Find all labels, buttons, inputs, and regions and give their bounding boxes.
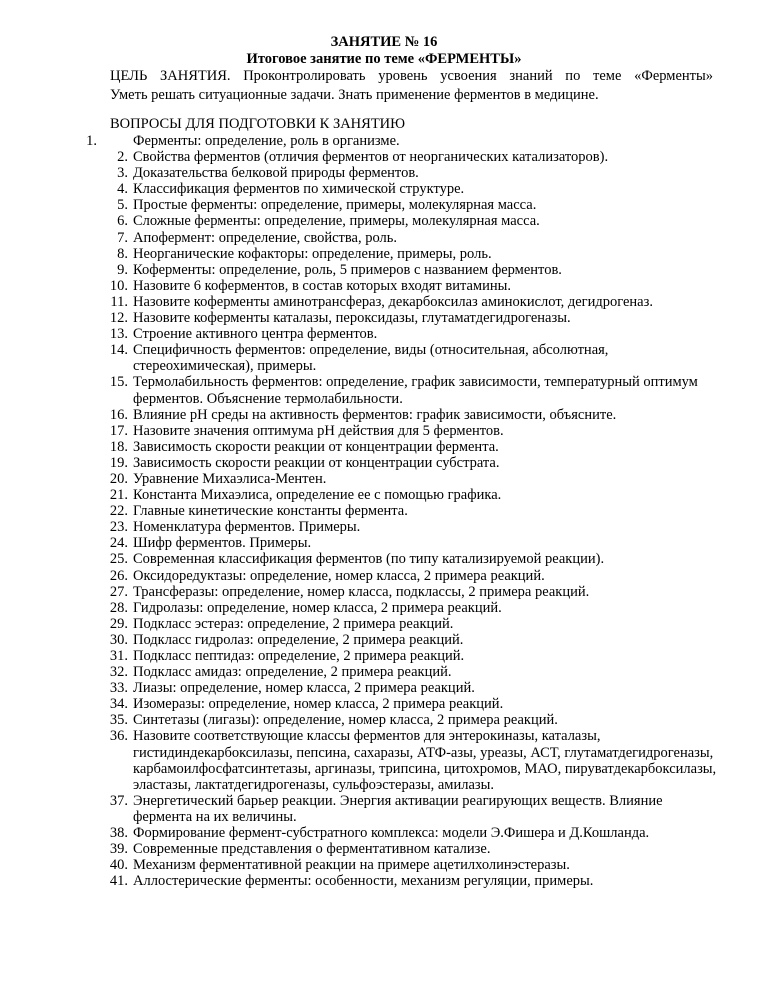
question-number: 14.: [109, 342, 128, 359]
question-item: [0, 551, 768, 567]
question-number: 34.: [109, 696, 128, 713]
question-number: 5.: [117, 197, 128, 214]
question-text: Главные кинетические константы фермента.: [133, 503, 408, 520]
question-item: [0, 584, 768, 600]
question-number: 24.: [109, 535, 128, 552]
question-text: Формирование фермент-субстратного комплекса: модели Э.Фишера и Д.Кошланда.: [133, 825, 650, 842]
question-text: Зависимость скорости реакции от концентрации субстрата.: [133, 454, 500, 471]
lesson-goal: [110, 67, 713, 106]
question-text: Термолабильность ферментов: определение, график зависимости, температурный оптимум ферментов. Объяснение термолабильности.: [133, 374, 698, 407]
question-number: 23.: [109, 519, 128, 536]
question-number: 20.: [109, 470, 128, 487]
question-item: [0, 632, 768, 648]
question-text: Неорганические кофакторы: определение, примеры, роль.: [133, 245, 492, 262]
question-text: Константа Михаэлиса, определение ее с помощью графика.: [133, 487, 502, 504]
question-number: 7.: [117, 229, 128, 246]
question-item: [0, 503, 768, 519]
question-text: Современные представления о ферментативном катализе.: [133, 841, 491, 858]
question-number: 18.: [109, 438, 128, 455]
question-item: [0, 648, 768, 664]
question-item: [0, 471, 768, 487]
question-text: Синтетазы (лигазы): определение, номер класса, 2 примера реакций.: [133, 712, 558, 729]
question-text: Ферменты: определение, роль в организме.: [133, 133, 400, 149]
question-text: Назовите соответствующие классы ферментов для энтерокиназы, каталазы, гистидиндекарбоксилазы, пепсина, сахаразы, АТФ-азы, уреазы, АСТ, глутаматдегидрогеназы, карбамоилфосфатсинтетазы, аргиназы, трипсина, цитохромов, МАО, пируватдекарбоксилазы, эластазы, лактатдегидрогеназы, сульфоэстеразы, амилазы.: [133, 728, 717, 793]
question-item: [0, 133, 768, 149]
question-text: Изомеразы: определение, номер класса, 2 примера реакций.: [133, 696, 504, 713]
question-item: [0, 825, 768, 841]
question-text: Строение активного центра ферментов.: [133, 326, 378, 343]
lesson-number-heading: ЗАНЯТИЕ № 16: [330, 34, 438, 50]
question-text: Назовите коферменты аминотрансфераз, декарбоксилаз аминокислот, дегидрогеназ.: [133, 293, 653, 310]
question-item: [0, 616, 768, 632]
question-text: Влияние pH среды на активность ферментов: график зависимости, объясните.: [133, 406, 617, 423]
question-number: 31.: [109, 648, 128, 664]
question-item: [0, 197, 768, 213]
question-number: 26.: [109, 567, 128, 584]
question-text: Механизм ферментативной реакции на примере ацетилхолинэстеразы.: [133, 857, 570, 874]
question-number: 17.: [109, 422, 128, 439]
question-number: 16.: [109, 406, 128, 423]
question-item: [0, 423, 768, 439]
question-number: 35.: [109, 712, 128, 729]
question-item: [0, 181, 768, 197]
question-number: 39.: [109, 841, 128, 858]
question-number: 9.: [117, 261, 128, 278]
question-number: 32.: [109, 664, 128, 681]
question-item: [0, 728, 768, 792]
goal-line-2: Уметь решать ситуационные задачи. Знать применение ферментов в медицине.: [110, 87, 599, 104]
question-item: [0, 439, 768, 455]
question-number: 29.: [109, 615, 128, 632]
question-number: 12.: [109, 310, 128, 327]
question-item: [0, 310, 768, 326]
question-text: Классификация ферментов по химической структуре.: [133, 181, 465, 198]
question-item: [0, 535, 768, 551]
question-number: 33.: [109, 680, 128, 697]
question-text: Шифр ферментов. Примеры.: [133, 535, 312, 552]
question-text: Сложные ферменты: определение, примеры, молекулярная масса.: [133, 213, 540, 230]
question-text: Уравнение Михаэлиса-Ментен.: [133, 470, 327, 487]
question-text: Трансферазы: определение, номер класса, подклассы, 2 примера реакций.: [133, 583, 590, 600]
question-number: 6.: [117, 213, 128, 230]
question-text: Современная классификация ферментов (по типу катализируемой реакции).: [133, 551, 605, 568]
question-text: Лиазы: определение, номер класса, 2 примера реакций.: [133, 680, 475, 697]
question-number: 10.: [109, 277, 128, 294]
question-item: [0, 342, 768, 374]
question-text: Гидролазы: определение, номер класса, 2 примера реакций.: [133, 599, 502, 616]
question-number: 3.: [117, 165, 128, 182]
question-item: [0, 793, 768, 825]
question-item: [0, 246, 768, 262]
question-item: [0, 664, 768, 680]
question-number: 21.: [109, 487, 128, 504]
question-number: 2.: [117, 149, 128, 166]
question-text: Подкласс пептидаз: определение, 2 примера реакций.: [133, 648, 465, 664]
question-number: 41.: [109, 873, 128, 890]
question-item: [0, 149, 768, 165]
question-text: Специфичность ферментов: определение, виды (относительная, абсолютная, стереохимическая), примеры.: [133, 342, 609, 375]
question-text: Подкласс эстераз: определение, 2 примера реакций.: [133, 615, 454, 632]
question-item: [0, 455, 768, 471]
question-number: 36.: [109, 728, 128, 745]
question-number: 1.: [86, 133, 97, 149]
question-item: [0, 230, 768, 246]
question-text: Номенклатура ферментов. Примеры.: [133, 519, 361, 536]
question-number: 40.: [109, 857, 128, 874]
question-number: 28.: [109, 599, 128, 616]
question-item: [0, 165, 768, 181]
question-text: Простые ферменты: определение, примеры, молекулярная масса.: [133, 197, 537, 214]
question-text: Назовите 6 коферментов, в состав которых входят витамины.: [133, 277, 511, 294]
lesson-topic-heading: Итоговое занятие по теме «ФЕРМЕНТЫ»: [246, 51, 522, 67]
question-item: [0, 487, 768, 503]
question-number: 25.: [109, 551, 128, 568]
questions-section-title: ВОПРОСЫ ДЛЯ ПОДГОТОВКИ К ЗАНЯТИЮ: [110, 116, 406, 132]
question-item: [0, 712, 768, 728]
question-item: [0, 262, 768, 278]
question-item: [0, 873, 768, 889]
question-text: Свойства ферментов (отличия ферментов от неорганических катализаторов).: [133, 149, 609, 166]
question-text: Назовите значения оптимума pH действия для 5 ферментов.: [133, 422, 504, 439]
question-item: [0, 294, 768, 310]
question-item: [0, 326, 768, 342]
question-text: Апофермент: определение, свойства, роль.: [133, 229, 397, 246]
question-text: Оксидоредуктазы: определение, номер класса, 2 примера реакций.: [133, 567, 545, 584]
question-item: [0, 213, 768, 229]
question-number: 13.: [109, 326, 128, 343]
question-text: Аллостерические ферменты: особенности, механизм регуляции, примеры.: [133, 873, 594, 890]
question-number: 22.: [109, 503, 128, 520]
question-item: [0, 841, 768, 857]
question-text: Доказательства белковой природы ферментов.: [133, 165, 419, 182]
question-text: Коферменты: определение, роль, 5 примеров с названием ферментов.: [133, 261, 562, 278]
question-item: [0, 519, 768, 535]
question-number: 8.: [117, 245, 128, 262]
question-text: Подкласс гидролаз: определение, 2 примера реакций.: [133, 631, 464, 648]
question-number: 4.: [117, 181, 128, 198]
question-number: 38.: [109, 825, 128, 842]
question-item: [0, 278, 768, 294]
question-number: 37.: [109, 792, 128, 809]
question-item: [0, 857, 768, 873]
question-item: [0, 680, 768, 696]
goal-line-1: ЦЕЛЬ ЗАНЯТИЯ. Проконтролировать уровень усвоения знаний по теме «Ферменты»: [110, 68, 713, 84]
question-number: 15.: [109, 374, 128, 391]
question-number: 27.: [109, 583, 128, 600]
question-item: [0, 374, 768, 406]
question-text: Подкласс амидаз: определение, 2 примера реакций.: [133, 664, 452, 681]
question-item: [0, 568, 768, 584]
question-number: 30.: [109, 631, 128, 648]
question-item: [0, 407, 768, 423]
question-item: [0, 600, 768, 616]
question-text: Зависимость скорости реакции от концентрации фермента.: [133, 438, 499, 455]
questions-list: [0, 133, 768, 889]
question-text: Назовите коферменты каталазы, пероксидазы, глутаматдегидрогеназы.: [133, 310, 571, 327]
question-text: Энергетический барьер реакции. Энергия активации реагирующих веществ. Влияние фермента на их величины.: [133, 792, 663, 825]
question-number: 19.: [109, 454, 128, 471]
question-item: [0, 696, 768, 712]
question-number: 11.: [110, 293, 128, 310]
